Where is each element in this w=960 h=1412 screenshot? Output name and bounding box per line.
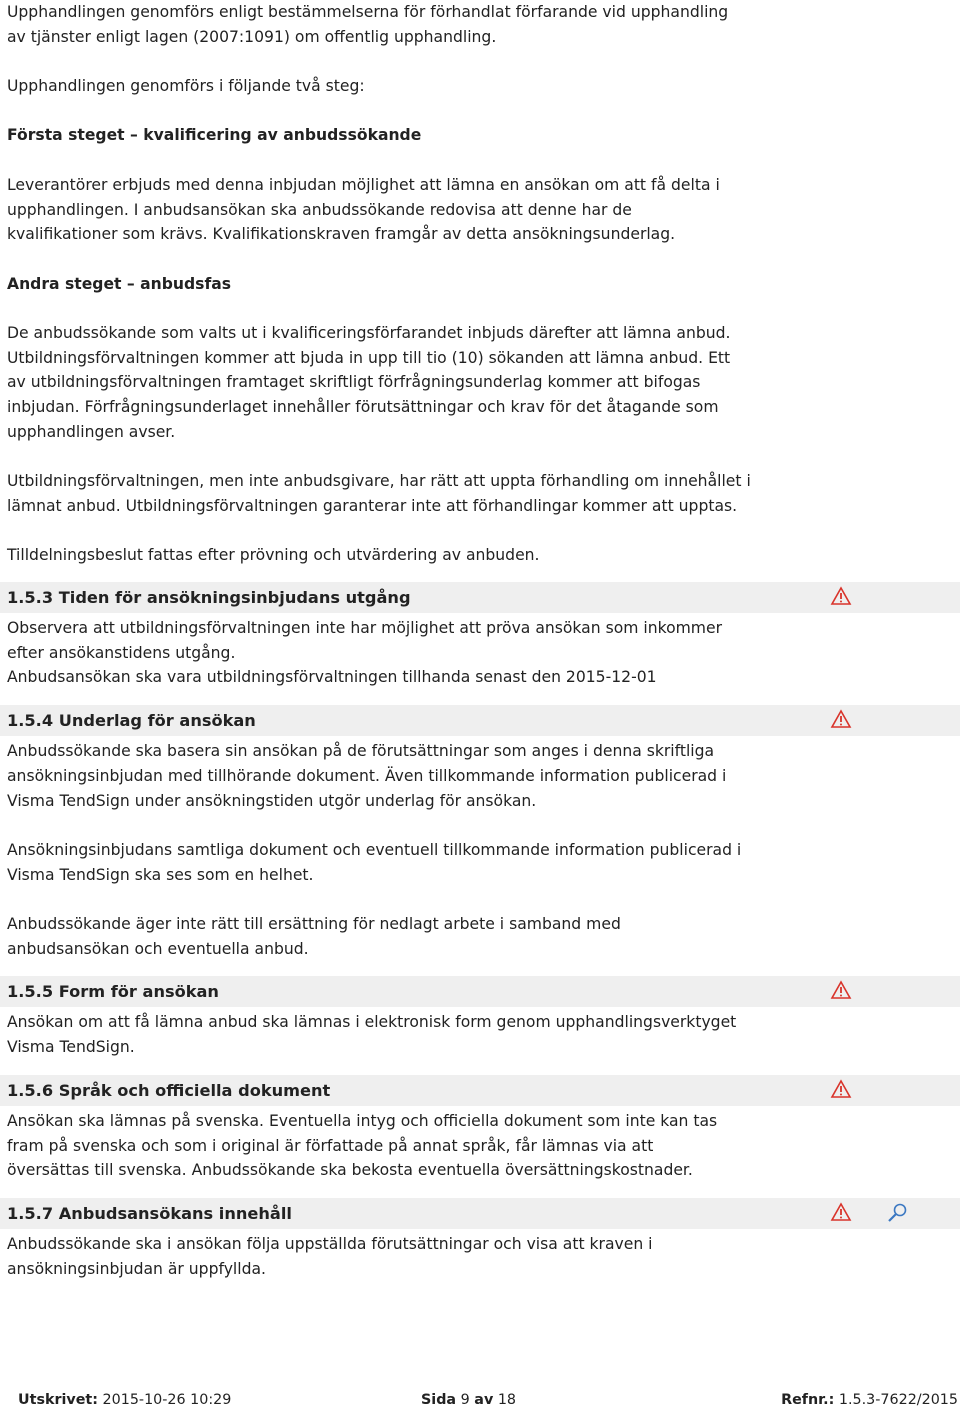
section-line: Anbudsansökan ska vara utbildningsförvaltningen tillhanda senast den 2015-12-01 — [7, 668, 657, 687]
section-line: översättas till svenska. Anbudssökande ska bekosta eventuella översättningskostnader. — [7, 1161, 693, 1180]
intro-line: Upphandlingen genomförs i följande två steg: — [7, 77, 365, 96]
printed-date: Utskrivet: 2015-10-26 10:29 — [18, 1392, 232, 1408]
section-line: Visma TendSign ska ses som en helhet. — [7, 865, 314, 884]
section-line: Ansökningsinbjudans samtliga dokument och eventuell tillkommande information publicerad i — [7, 840, 742, 859]
step2-line: av utbildningsförvaltningen framtaget skriftligt förfrågningsunderlag kommer att bifogas — [7, 373, 701, 392]
section-header-1-5-4 — [0, 705, 960, 736]
page-footer — [0, 1392, 960, 1412]
step1-line: upphandlingen. I anbudsansökan ska anbudssökande redovisa att denne har de — [7, 200, 632, 219]
section-line: Anbudssökande ska basera sin ansökan på de förutsättningar som anges i denna skriftliga — [7, 742, 715, 761]
negotiation-line: Utbildningsförvaltningen, men inte anbudsgivare, har rätt att uppta förhandling om innehållet i — [7, 472, 751, 491]
negotiation-line: lämnat anbud. Utbildningsförvaltningen garanterar inte att förhandlingar kommer att upptas. — [7, 496, 738, 515]
section-line: Ansökan ska lämnas på svenska. Eventuella intyg och officiella dokument som inte kan tas — [7, 1111, 718, 1130]
section-title: 1.5.4 Underlag för ansökan — [7, 711, 256, 731]
step2-heading: Andra steget – anbudsfas — [7, 274, 232, 293]
section-line: Observera att utbildningsförvaltningen inte har möjlighet att pröva ansökan som inkommer — [7, 619, 723, 638]
reference-number: Refnr.: 1.5.3-7622/2015 — [781, 1392, 958, 1408]
section-line: Anbudssökande ska i ansökan följa uppställda förutsättningar och visa att kraven i — [7, 1234, 653, 1253]
section-line: ansökningsinbjudan är uppfyllda. — [7, 1259, 267, 1278]
step2-line: inbjudan. Förfrågningsunderlaget innehåller förutsättningar och krav för det åtagande som — [7, 398, 719, 417]
section-title: 1.5.3 Tiden för ansökningsinbjudans utgång — [7, 588, 411, 608]
section-line: Ansökan om att få lämna anbud ska lämnas i elektronisk form genom upphandlingsverktyget — [7, 1013, 737, 1032]
intro-line: av tjänster enligt lagen (2007:1091) om offentlig upphandling. — [7, 27, 497, 46]
step2-line: Utbildningsförvaltningen kommer att bjuda in upp till tio (10) sökanden att lämna anbud. Ett — [7, 348, 731, 367]
section-line: Visma TendSign under ansökningstiden utgör underlag för ansökan. — [7, 791, 537, 810]
section-title: 1.5.7 Anbudsansökans innehåll — [7, 1203, 292, 1223]
section-title: 1.5.6 Språk och officiella dokument — [7, 1080, 331, 1100]
section-line: fram på svenska och som i original är författade på annat språk, får lämnas via att — [7, 1136, 654, 1155]
section-line: anbudsansökan och eventuella anbud. — [7, 939, 309, 958]
section-header-1-5-7 — [0, 1198, 960, 1229]
step1-heading: Första steget – kvalificering av anbudssökande — [7, 126, 422, 145]
section-line: Anbudssökande äger inte rätt till ersättning för nedlagt arbete i samband med — [7, 915, 621, 934]
step2-line: De anbudssökande som valts ut i kvalificeringsförfarandet inbjuds därefter att lämna anbud. — [7, 324, 731, 343]
step1-line: kvalifikationer som krävs. Kvalifikationskraven framgår av detta ansökningsunderlag. — [7, 225, 676, 244]
step1-line: Leverantörer erbjuds med denna inbjudan möjlighet att lämna en ansökan om att få delta i — [7, 175, 720, 194]
section-line: efter ansökanstidens utgång. — [7, 643, 236, 662]
warning-icon[interactable] — [830, 709, 852, 729]
section-line: ansökningsinbjudan med tillhörande dokument. Även tillkommande information publicerad i — [7, 766, 727, 785]
section-title: 1.5.5 Form för ansökan — [7, 982, 219, 1002]
warning-icon[interactable] — [830, 1202, 852, 1222]
warning-icon[interactable] — [830, 980, 852, 1000]
section-header-1-5-6 — [0, 1075, 960, 1106]
section-header-1-5-3 — [0, 582, 960, 613]
award-line: Tilldelningsbeslut fattas efter prövning och utvärdering av anbuden. — [7, 546, 540, 565]
section-header-1-5-5 — [0, 976, 960, 1007]
step2-line: upphandlingen avser. — [7, 422, 176, 441]
page-number: Sida 9 av 18 — [421, 1392, 517, 1408]
warning-icon[interactable] — [830, 1079, 852, 1099]
section-line: Visma TendSign. — [7, 1038, 135, 1057]
magnifier-icon[interactable] — [886, 1202, 910, 1224]
intro-line: Upphandlingen genomförs enligt bestämmelserna för förhandlat förfarande vid upphandling — [7, 3, 729, 21]
warning-icon[interactable] — [830, 586, 852, 606]
